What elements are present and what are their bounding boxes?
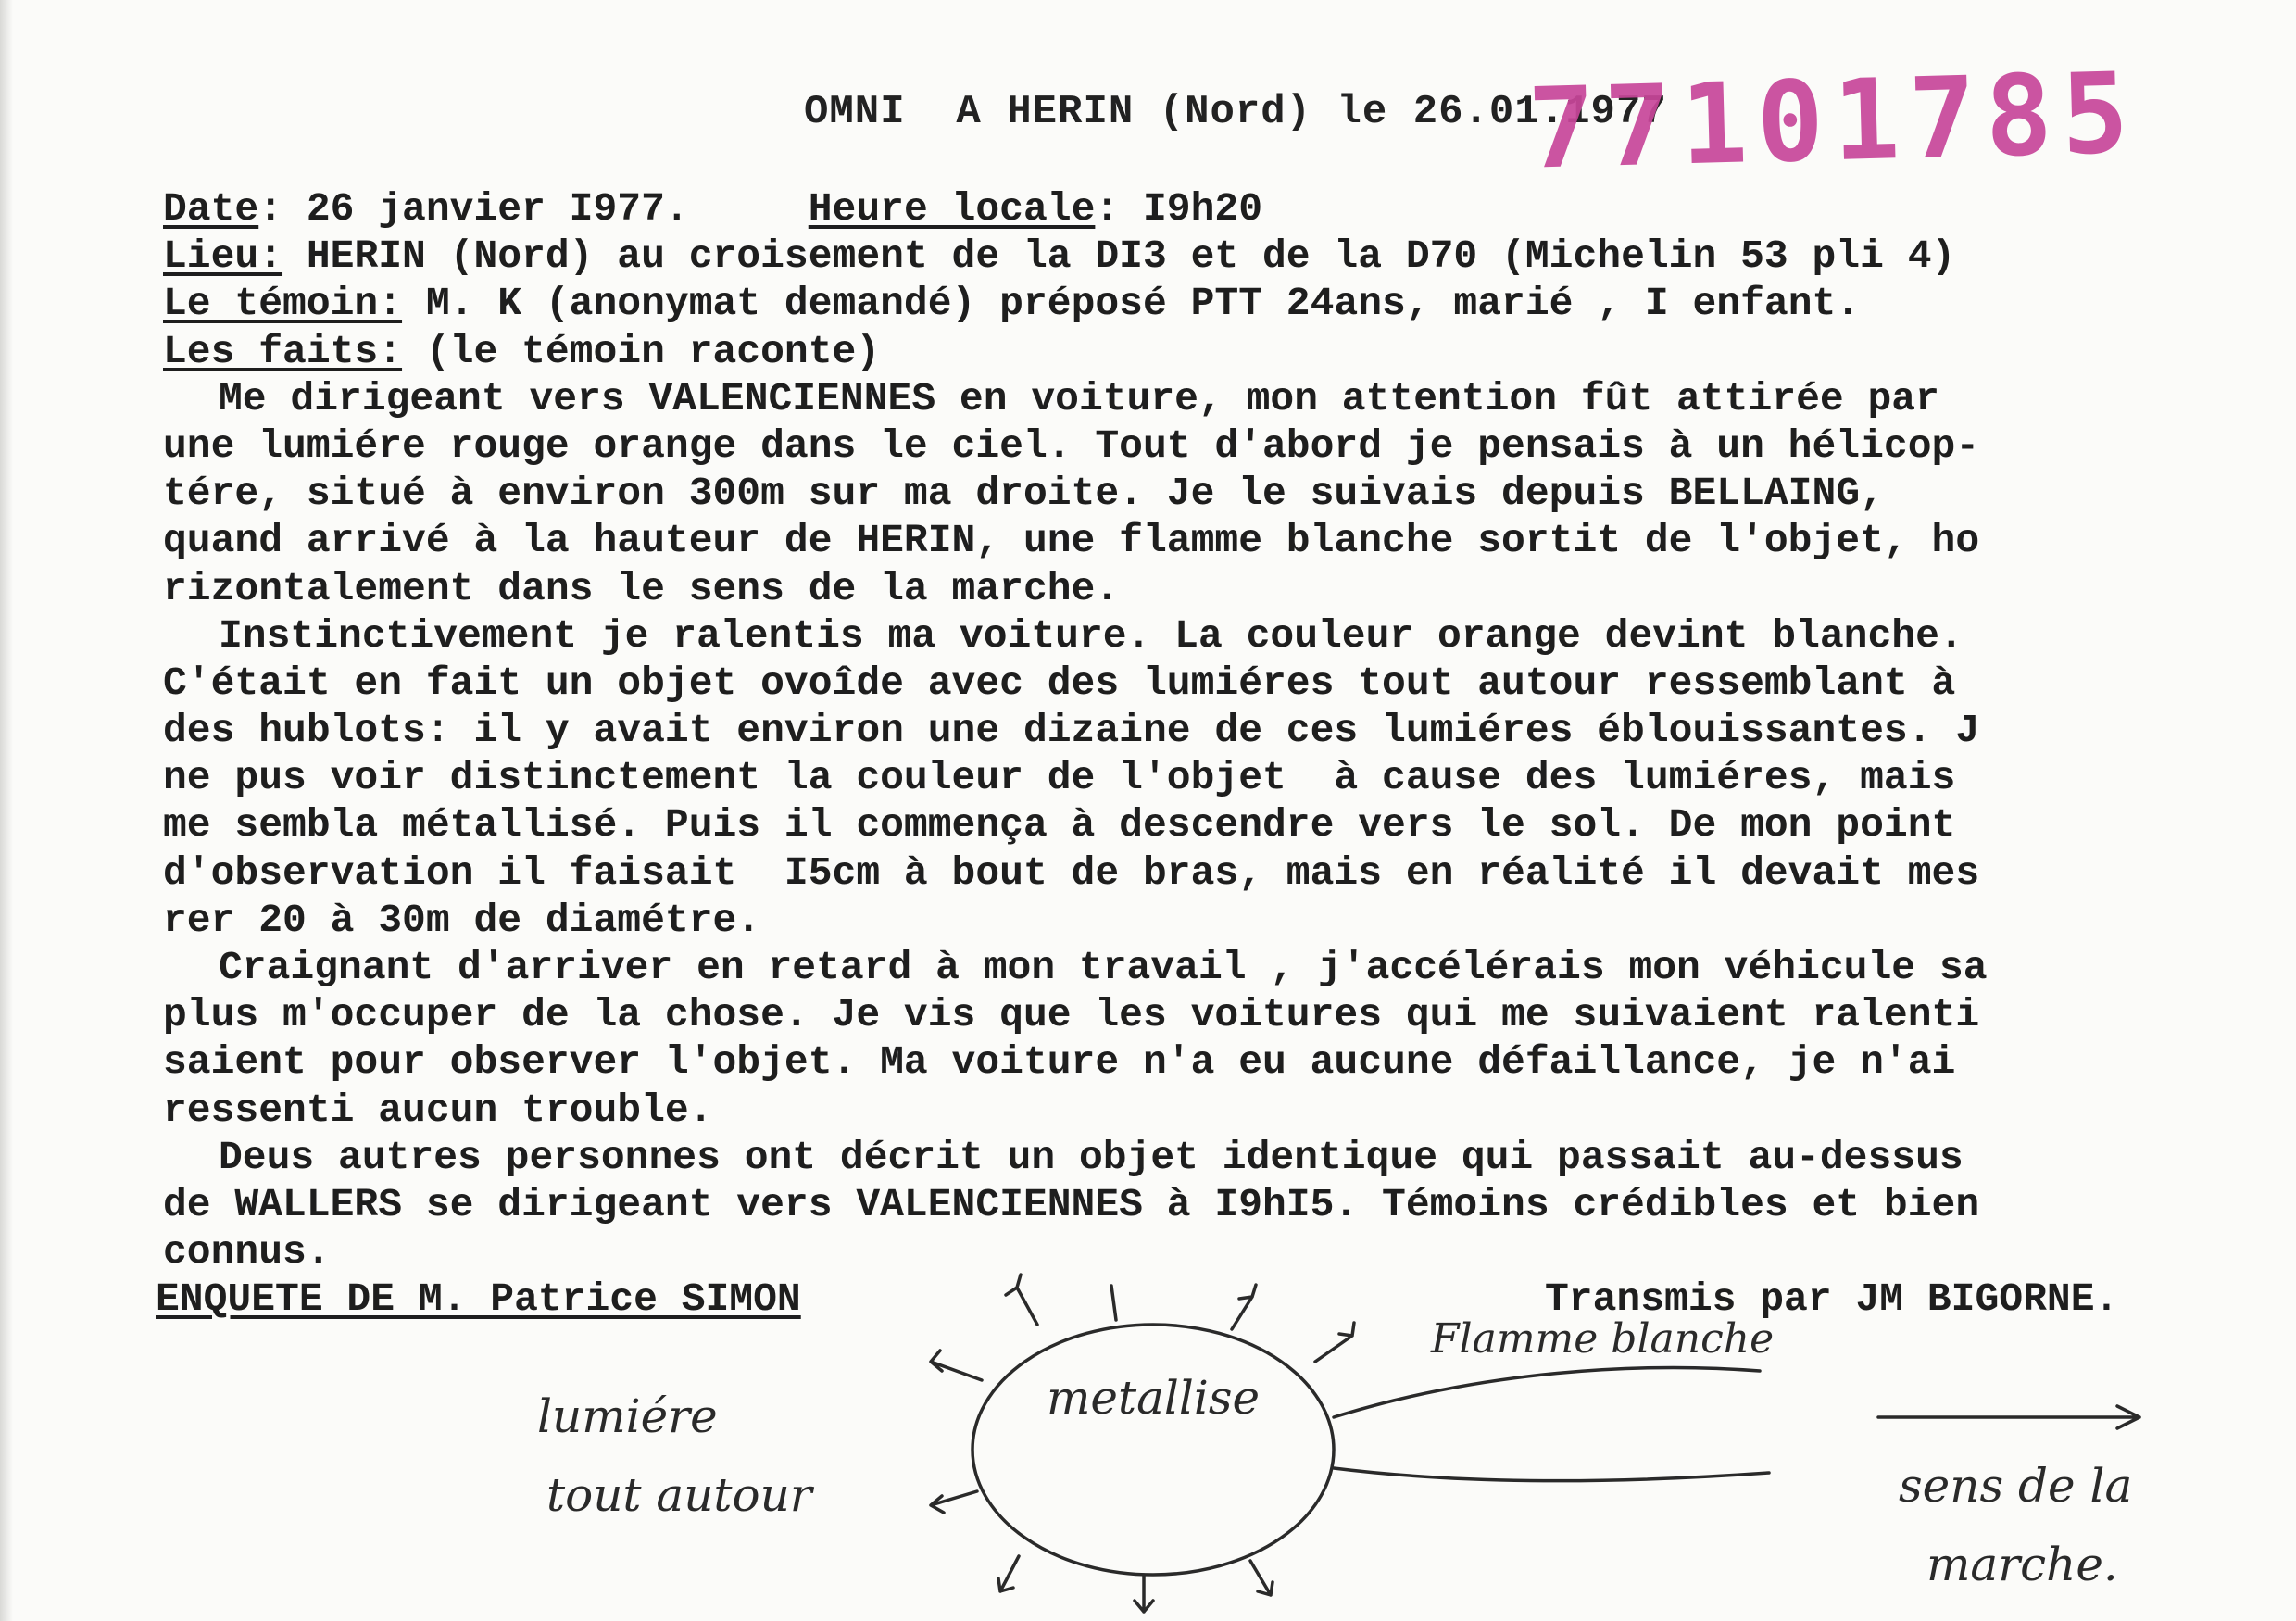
body-line: Deus autres personnes ont décrit un objet identique qui passait au-dessus [219,1134,1964,1180]
flame-upper-line [1334,1368,1760,1417]
handwritten-lumiere: lumiére [537,1389,718,1443]
body-line: des hublots: il y avait environ une dizaine de ces lumiéres éblouissantes. J [163,708,1980,754]
handwritten-tout-autour: tout autour [546,1468,812,1522]
body-line: Instinctivement je ralentis ma voiture. La couleur orange devint blanche. [219,612,1964,659]
transmis-credit: Transmis par JM BIGORNE. [1545,1276,2119,1322]
body-line: ne pus voir distinctement la couleur de l'objet à cause des lumiéres, mais [163,755,1956,801]
date-label: Date [163,186,259,232]
ovoid-object-outline [972,1325,1334,1575]
body-line: connus. [163,1229,331,1275]
direction-arrow [1878,1406,2139,1428]
body-line: rer 20 à 30m de diamétre. [163,897,761,943]
body-line: rizontalement dans le sens de la marche. [163,565,1120,611]
faits-value: (le témoin raconte) [402,328,881,374]
heure-label: Heure locale [808,186,1096,232]
handwritten-marche: marche. [1926,1538,2118,1591]
temoin-label: Le témoin: [163,281,403,327]
body-line: quand arrivé à la hauteur de HERIN, une flamme blanche sortit de l'objet, ho [163,518,1980,564]
lieu-label: Lieu: [163,233,283,280]
faits-label: Les faits: [163,328,403,374]
enquete-credit: ENQUETE DE M. Patrice SIMON [156,1276,801,1322]
handwritten-flamme-blanche: Flamme blanche [1431,1315,1775,1363]
body-line: d'observation il faisait I5cm à bout de bras, mais en réalité il devait mes [163,849,1980,896]
body-line: une lumiére rouge orange dans le ciel. Tout d'abord je pensais à un hélicop- [163,422,1980,469]
body-line: plus m'occuper de la chose. Je vis que les voitures qui me suivaient ralenti [163,992,1980,1038]
body-line: Me dirigeant vers VALENCIENNES en voiture, mon attention fût attirée par [219,375,1939,421]
lieu-value: HERIN (Nord) au croisement de la DI3 et de la D70 (Michelin 53 pli 4) [282,233,1956,280]
heure-value: : I9h20 [1095,186,1263,232]
date-value: : 26 janvier I977. [258,186,689,232]
body-line: me sembla métallisé. Puis il commença à descendre vers le sol. De mon point [163,802,1956,848]
flame-lower-line [1334,1468,1769,1481]
body-line: C'était en fait un objet ovoîde avec des lumiéres tout autour ressemblant à [163,660,1956,706]
temoin-value: M. K (anonymat demandé) préposé PTT 24ans, marié , I enfant. [402,281,1861,327]
body-line: saient pour observer l'objet. Ma voiture n'a eu aucune défaillance, je n'ai [163,1039,1956,1086]
case-number-stamp: 77101785 [1526,49,2139,195]
body-line: ressenti aucun trouble. [163,1087,713,1133]
body-line: tére, situé à environ 300m sur ma droite. Je le suivais depuis BELLAING, [163,471,1884,517]
body-line: Craignant d'arriver en retard à mon travail , j'accélérais mon véhicule sa [219,945,1988,990]
handwritten-metallise: metallise [1047,1371,1261,1425]
body-line: de WALLERS se dirigeant vers VALENCIENNES à I9hI5. Témoins crédibles et bien [163,1181,1980,1227]
handwritten-sens-de-la: sens de la [1899,1459,2133,1513]
document-title: OMNI A HERIN (Nord) le 26.01.1977 [804,89,1667,135]
